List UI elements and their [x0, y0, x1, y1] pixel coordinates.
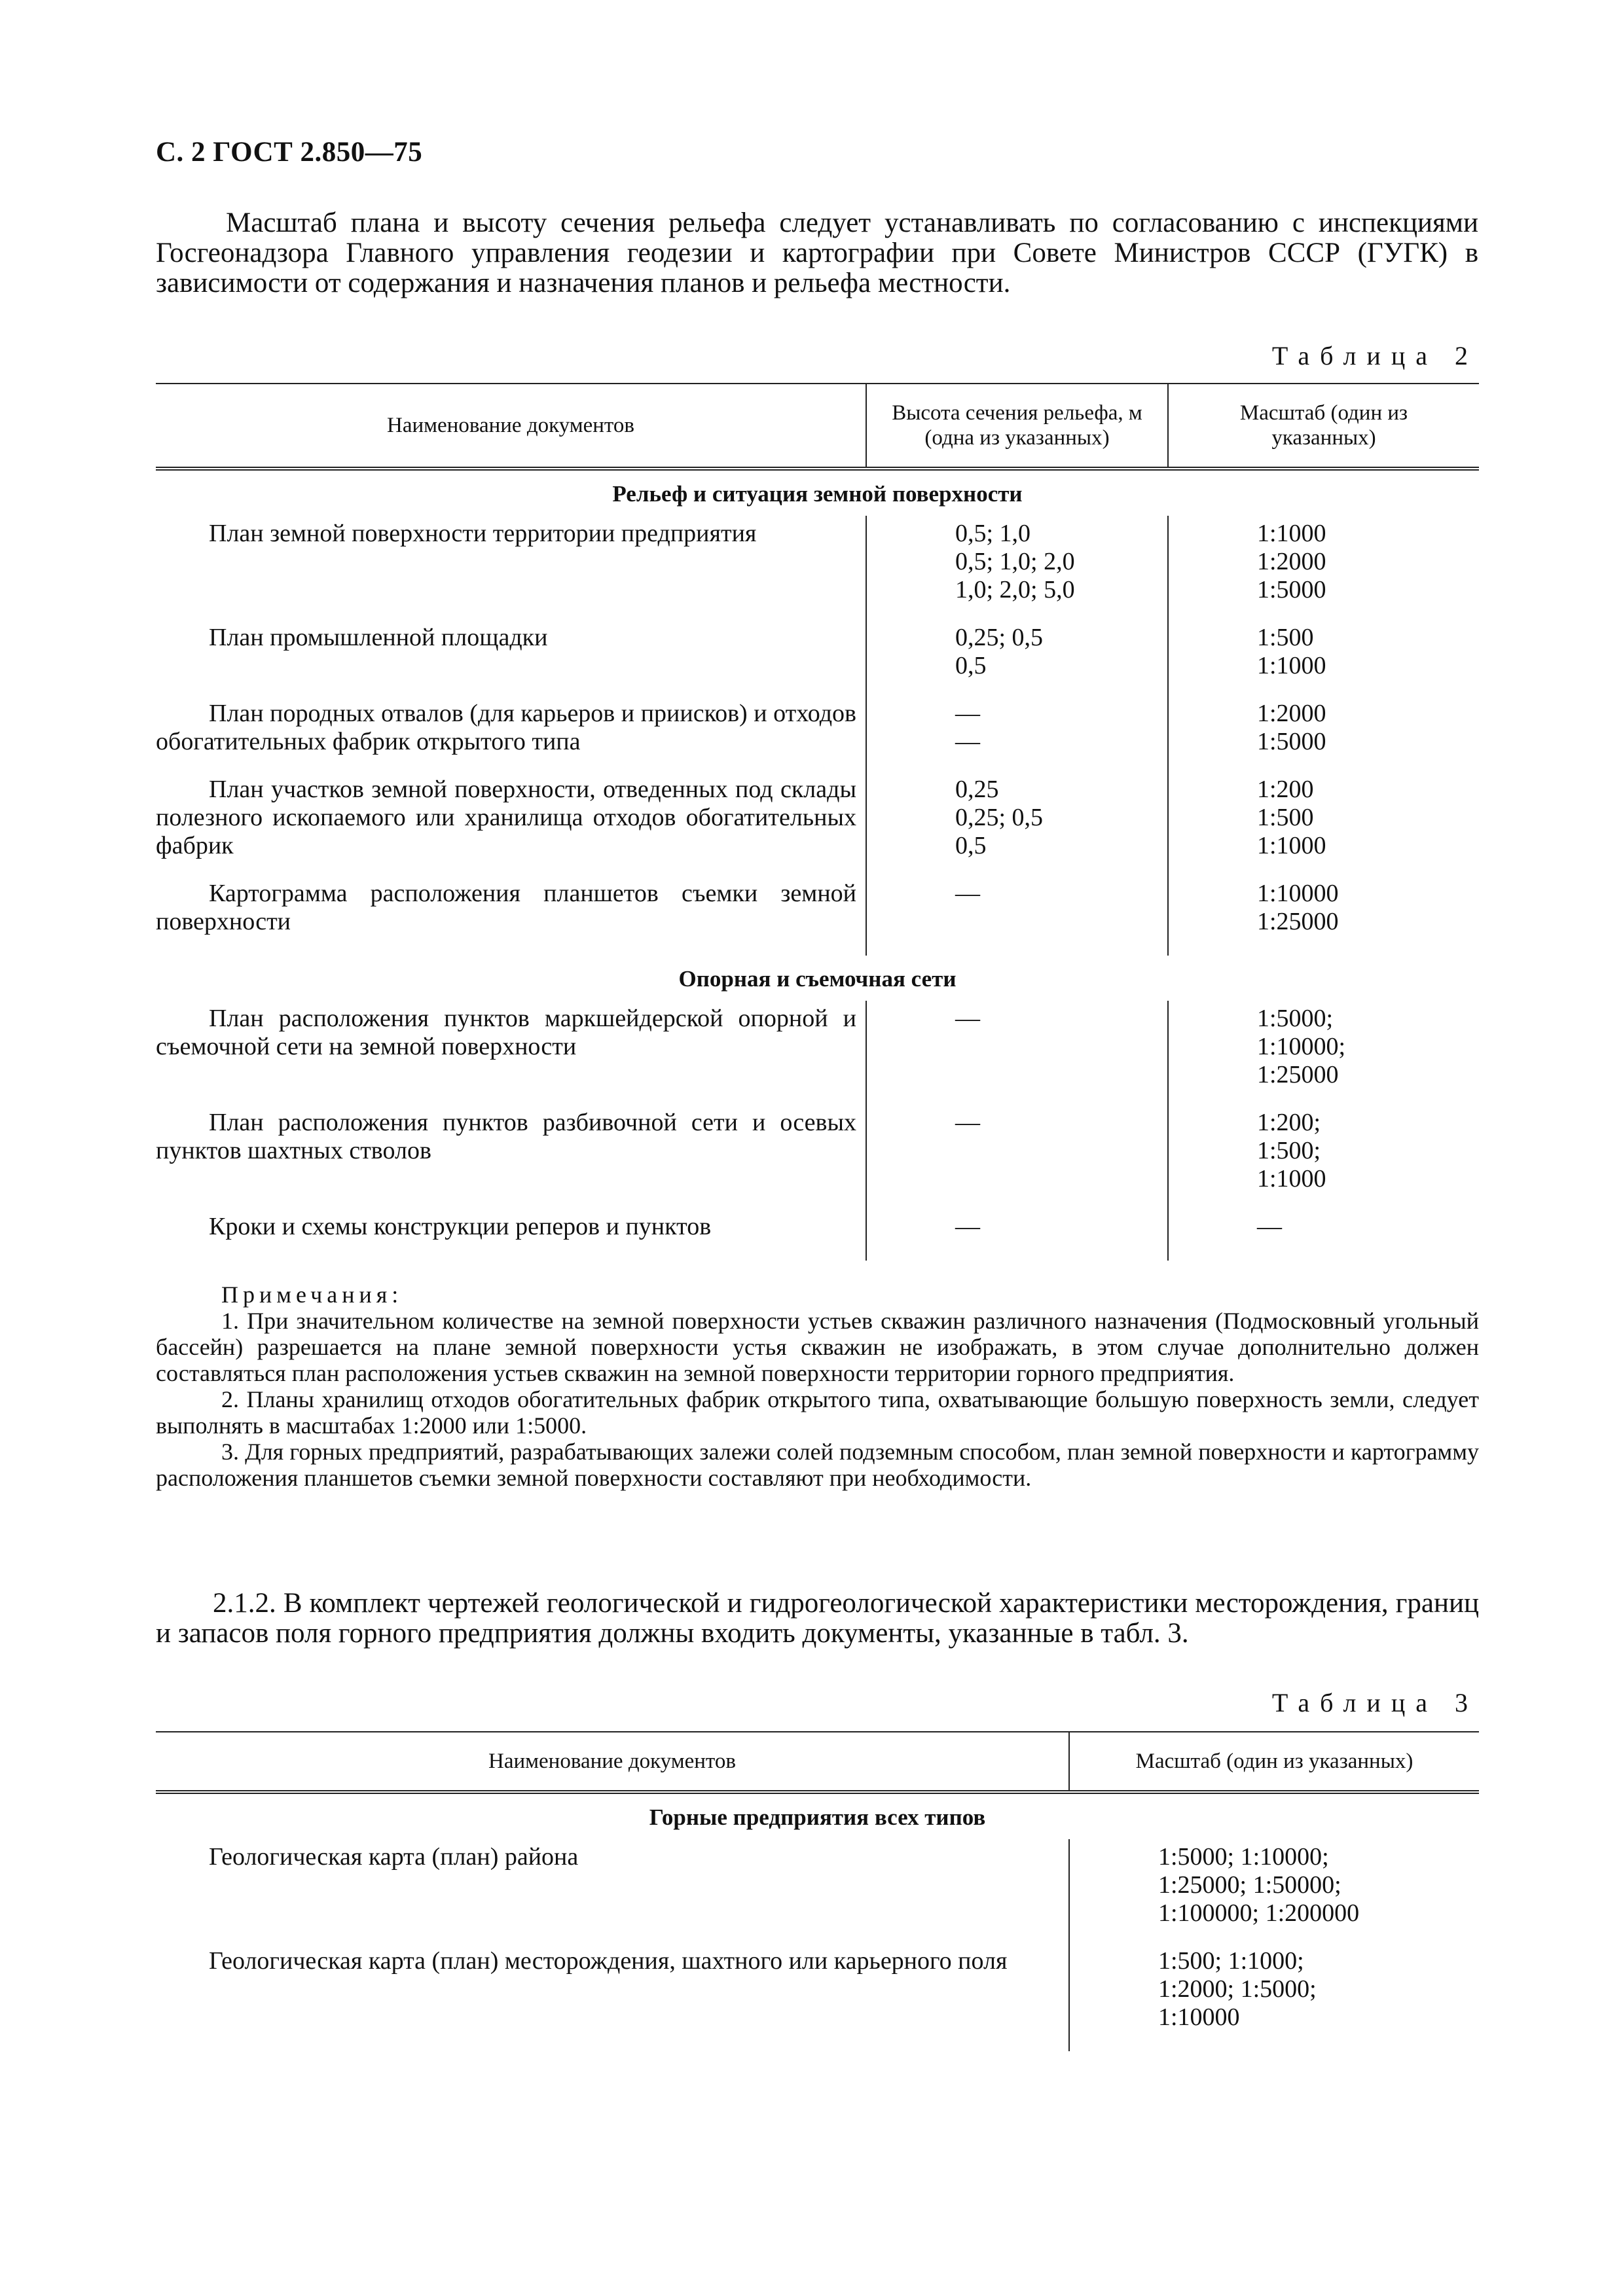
row-scale: 1:500; 1:1000; 1:2000; 1:5000; 1:10000	[1069, 1947, 1479, 2051]
table2-header-name: Наименование документов	[156, 384, 866, 469]
table3-header-name: Наименование документов	[156, 1732, 1069, 1792]
table-row	[156, 516, 1479, 624]
table-row	[156, 1947, 1479, 2051]
table-row	[156, 776, 1479, 880]
row-name: План участков земной поверхности, отведенных под склады полезного ископаемого или хранилища отходов обогатительных фабрик	[156, 776, 856, 859]
row-scale: 1:200; 1:500; 1:1000	[1168, 1109, 1479, 1213]
paragraph-2-1-2: 2.1.2. В комплект чертежей геологической и гидрогеологической характеристики месторождения, границ и запасов поля горного предприятия должны входить документы, указанные в табл. 3.	[156, 1588, 1479, 1649]
notes-heading: Примечания:	[221, 1282, 403, 1308]
row-scale: 1:2000 1:5000	[1168, 700, 1479, 776]
row-name: План породных отвалов (для карьеров и приисков) и отходов обогатительных фабрик открытого типа	[156, 700, 856, 755]
row-name: Геологическая карта (план) района	[209, 1843, 579, 1871]
row-height: —	[866, 1001, 1168, 1109]
row-height: 0,25; 0,5 0,5	[866, 624, 1168, 700]
row-scale: —	[1168, 1213, 1479, 1261]
row-height: 0,25 0,25; 0,5 0,5	[866, 776, 1168, 880]
note-item: 1. При значительном количестве на земной поверхности устьев скважин различного назначения (Подмосковный угольный бассейн) разрешается на плане земной поверхности устья скважин не изображать, в этом случае дополнительно должен составляться план расположения устьев скважин на земной поверхности территории горного предприятия.	[156, 1308, 1479, 1386]
row-name: План промышленной площадки	[209, 624, 548, 651]
table3-header-scale: Масштаб (один из указанных)	[1069, 1732, 1479, 1792]
row-scale: 1:5000; 1:10000; 1:25000; 1:50000; 1:100000; 1:200000	[1069, 1839, 1479, 1947]
row-name: Геологическая карта (план) месторождения, шахтного или карьерного поля	[209, 1947, 1008, 1975]
row-name: Картограмма расположения планшетов съемки земной поверхности	[156, 880, 856, 935]
row-height: —	[866, 880, 1168, 956]
row-height: — —	[866, 700, 1168, 776]
note-item: 3. Для горных предприятий, разрабатывающих залежи солей подземным способом, план земной поверхности и картограмму расположения планшетов съемки земной поверхности составляют при необходимости.	[156, 1439, 1479, 1491]
note-item: 2. Планы хранилищ отходов обогатительных фабрик открытого типа, охватывающие большую поверхность земли, следует выполнять в масштабах 1:2000 или 1:5000.	[156, 1386, 1479, 1439]
table2-header-scale: Масштаб (один из указанных)	[1168, 384, 1479, 469]
row-height: —	[866, 1213, 1168, 1261]
row-scale: 1:1000 1:2000 1:5000	[1168, 516, 1479, 624]
table2-header-height: Высота сечения рельефа, м (одна из указанных)	[866, 384, 1168, 469]
row-scale: 1:500 1:1000	[1168, 624, 1479, 700]
row-name: План расположения пунктов маркшейдерской опорной и съемочной сети на земной поверхности	[156, 1005, 856, 1060]
row-height: 0,5; 1,0 0,5; 1,0; 2,0 1,0; 2,0; 5,0	[866, 516, 1168, 624]
table-row	[156, 624, 1479, 700]
table2-caption: Таблица 2	[1271, 341, 1478, 370]
table3-caption: Таблица 3	[1271, 1688, 1478, 1717]
row-name: План земной поверхности территории предприятия	[209, 520, 757, 547]
row-scale: 1:5000; 1:10000; 1:25000	[1168, 1001, 1479, 1109]
table-row	[156, 1109, 1479, 1213]
row-height: —	[866, 1109, 1168, 1213]
table-row	[156, 1001, 1479, 1109]
table-row	[156, 700, 1479, 776]
row-name: План расположения пунктов разбивочной сети и осевых пунктов шахтных стволов	[156, 1109, 856, 1164]
table-row	[156, 880, 1479, 956]
table-row	[156, 1839, 1479, 1947]
intro-paragraph: Масштаб плана и высоту сечения рельефа следует устанавливать по согласованию с инспекциями Госгеонадзора Главного управления геодезии и картографии при Совете Министров СССР (ГУГК) в зависимости от содержания и назначения планов и рельефа местности.	[156, 207, 1478, 298]
row-name: Кроки и схемы конструкции реперов и пунктов	[209, 1213, 712, 1240]
table2-section-title: Опорная и съемочная сети	[678, 966, 957, 992]
page-header: С. 2 ГОСТ 2.850—75	[156, 137, 423, 168]
table-3	[156, 1731, 1479, 2051]
table2-section-title: Рельеф и ситуация земной поверхности	[612, 481, 1023, 507]
table3-section-title: Горные предприятия всех типов	[649, 1804, 986, 1830]
row-scale: 1:200 1:500 1:1000	[1168, 776, 1479, 880]
notes-block	[156, 1282, 1479, 1491]
table-2	[156, 383, 1479, 1261]
row-scale: 1:10000 1:25000	[1168, 880, 1479, 956]
table-row	[156, 1213, 1479, 1261]
